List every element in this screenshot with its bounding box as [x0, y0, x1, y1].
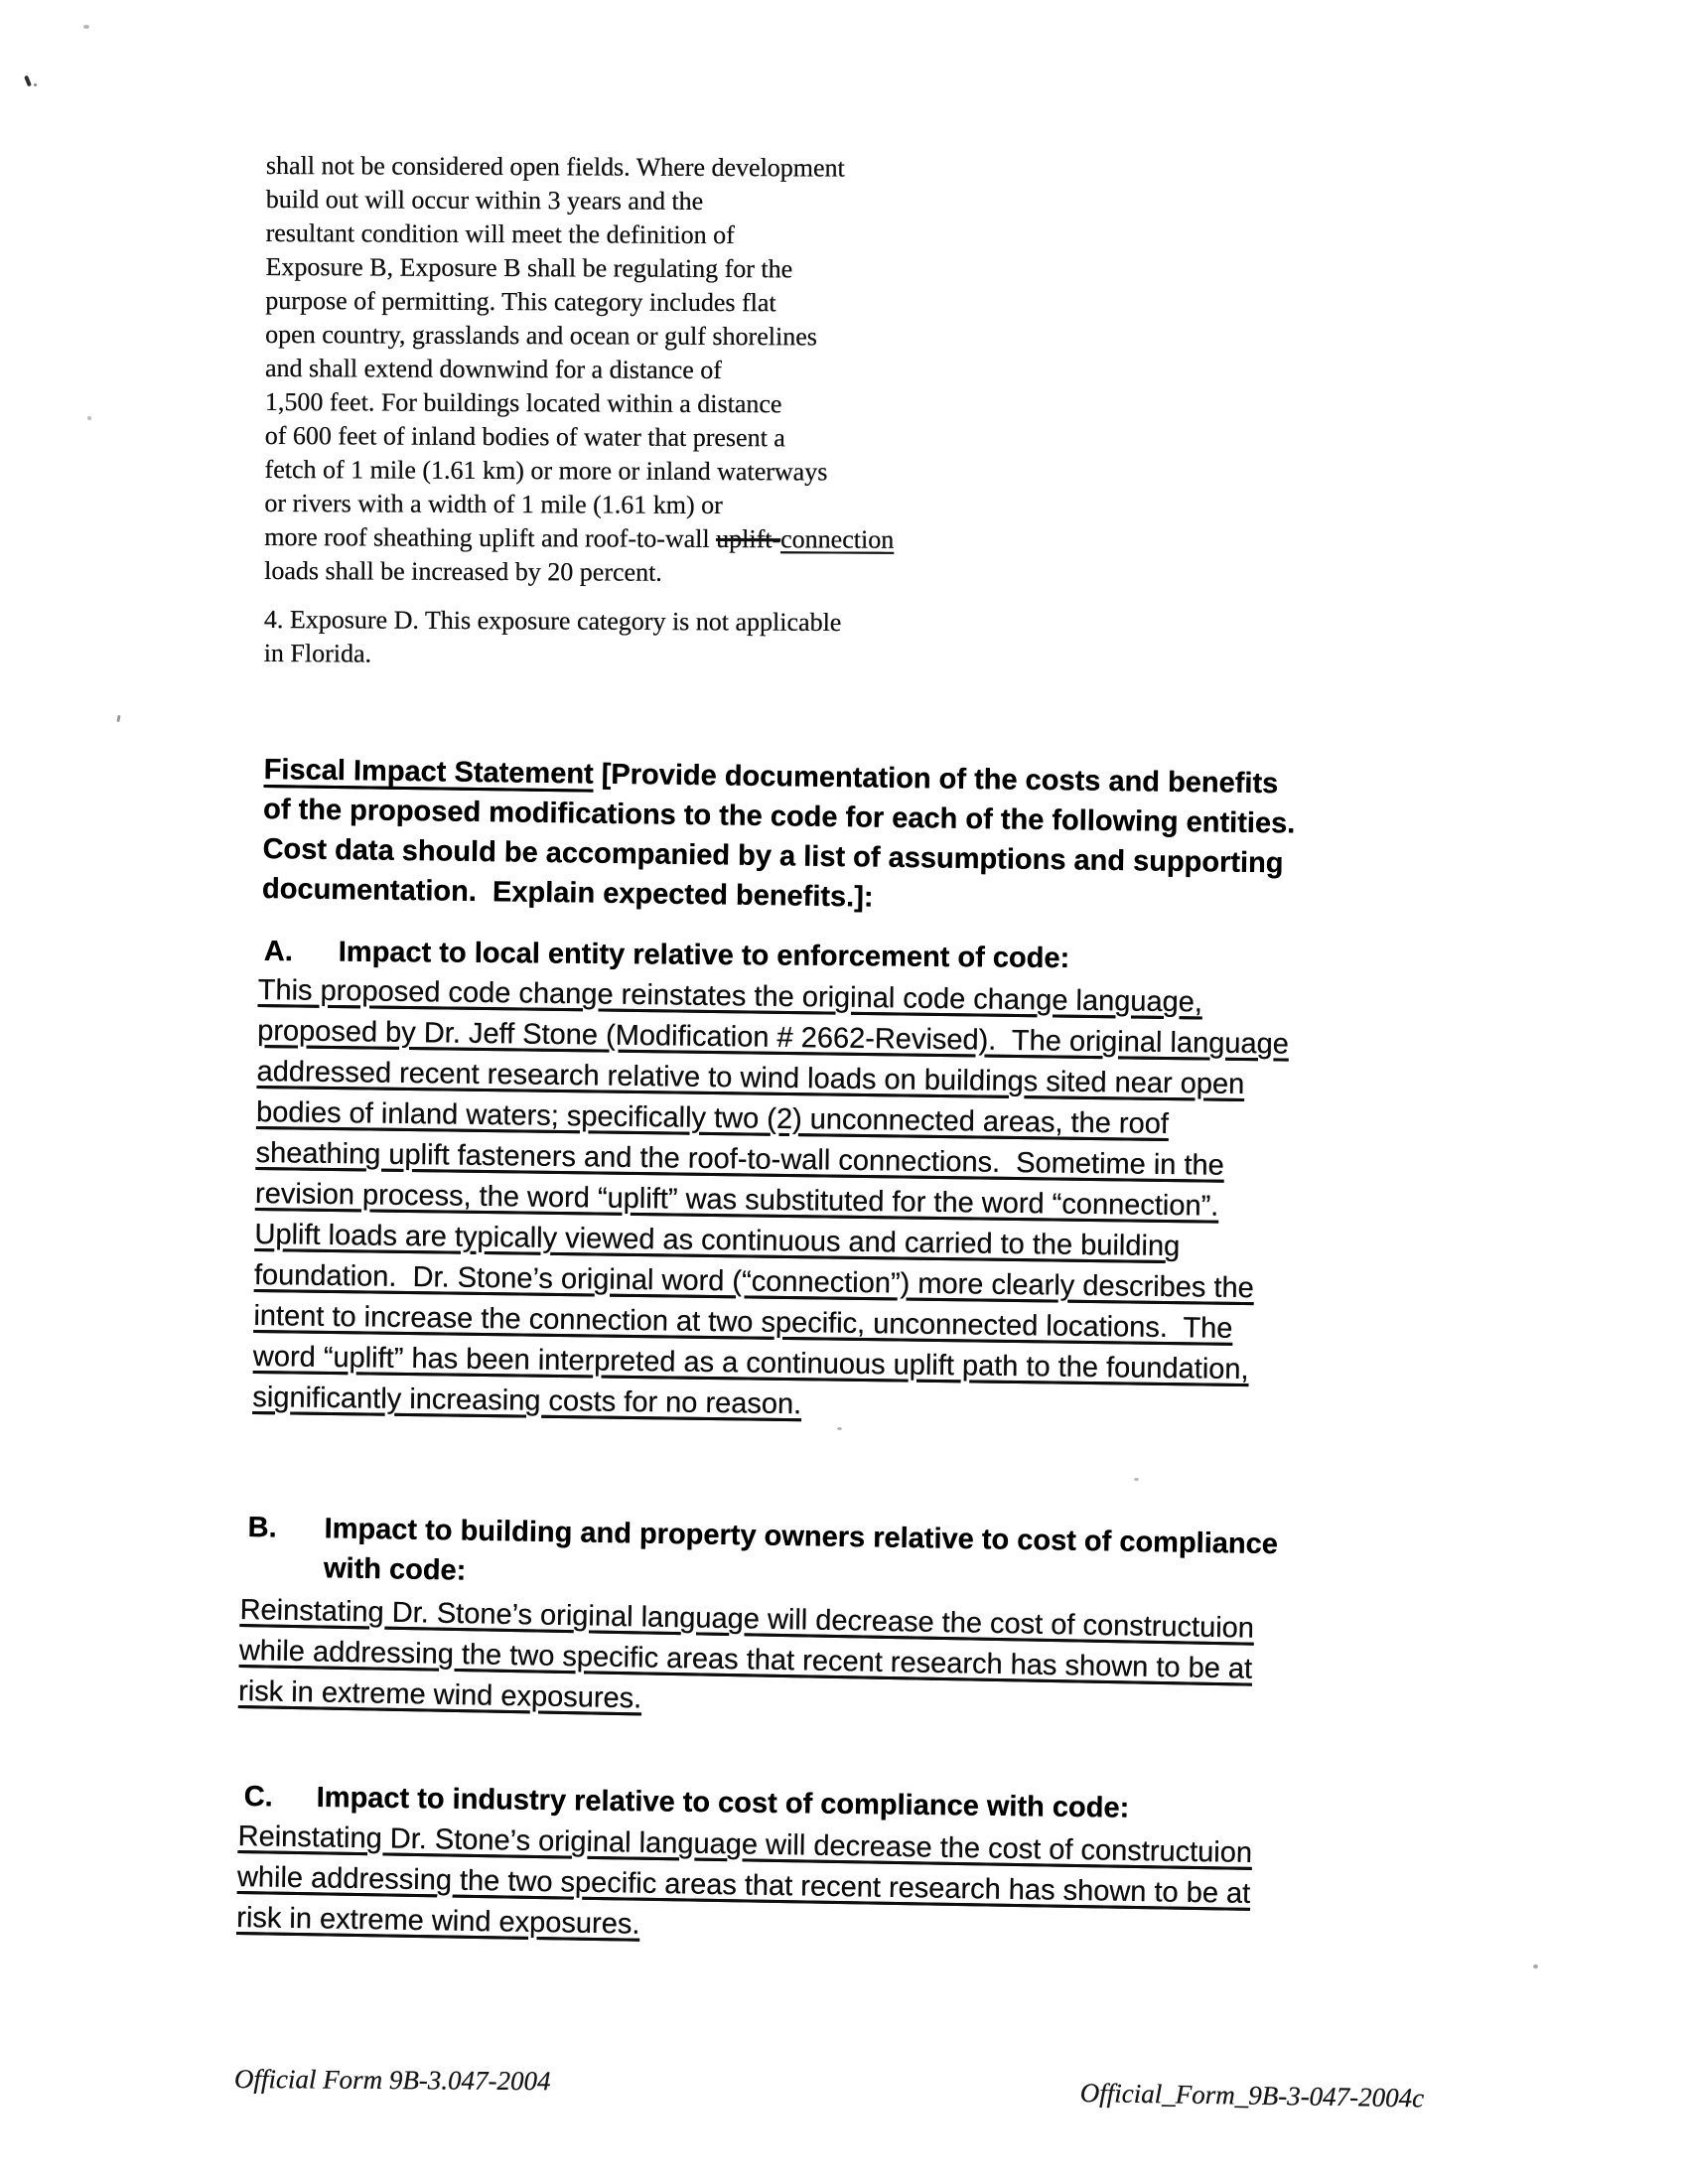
scan-artifact [116, 715, 120, 722]
scan-artifact [1134, 1478, 1139, 1481]
fiscal-heading-underlined-title: Fiscal Impact Statement [263, 753, 594, 791]
scan-artifact [83, 25, 89, 29]
edit-line-prefix: more roof sheathing uplift and roof-to-wall [264, 521, 717, 553]
code-excerpt-paragraph [264, 149, 1051, 591]
section-b-heading-text: Impact to building and property owners relative to cost of compliance with code: [323, 1513, 1279, 1587]
footer-form-number-left: Official Form 9B-3.047-2004 [233, 2064, 551, 2097]
footer-form-number-right: Official_Form_9B-3-047-2004c [1079, 2078, 1425, 2113]
scan-artifact [837, 1427, 842, 1430]
section-a-heading-text: Impact to local entity relative to enforcement of code: [338, 936, 1070, 975]
section-a-label: A. [263, 935, 293, 968]
section-b-label: B. [247, 1511, 277, 1544]
strikethrough-word: uplift- [716, 523, 781, 554]
fiscal-impact-statement-heading [262, 750, 1545, 927]
section-c-label: C. [243, 1780, 273, 1814]
fiscal-heading-line1-rest: [Provide documentation of the costs and benefits [593, 758, 1279, 801]
section-c-heading-text: Impact to industry relative to cost of compliance with code: [316, 1781, 1130, 1824]
scan-artifact [87, 416, 91, 420]
scan-artifact [24, 75, 32, 87]
code-excerpt-last-line: loads shall be increased by 20 percent. [264, 555, 662, 587]
code-excerpt-lines: shall not be considered open fields. Where development build out will occur within 3 years and the resultant condition will meet the definition of Exposure B, Exposure B shall be regulating for the purpose of permitting. This category includes flat open country, grasslands and ocean or gulf shorelines and shall extend downwind for a distance of 1,500 feet. For buildings located within a distance of 600 feet of inland bodies of water that present a fetch of 1 mile (1.61 km) or more or inland waterways or rivers with a width of 1 mile (1.61 km) or [264, 150, 845, 520]
fiscal-heading-rest-lines: of the proposed modifications to the code for each of the following entities. Cost data should be accompanied by a list of assumptions and supporting documentation. Explain expected benefits.]: [261, 793, 1296, 914]
section-a-body: This proposed code change reinstates the original code change language, proposed by Dr. Jeff Stone (Modification # 2662-Revised). The original language addressed recent research relative to wind loads on buildings sited near open bodies of inland waters; specifically two (2) unconnected areas, the roof sheathing uplift fasteners and the roof-to-wall connections. Sometime in the revision process, the word “uplift” was substituted for the word “connection”. Uplift loads are typically viewed as continuous and carried to the building foundation. Dr. Stone’s original word (“connection”) more clearly describes the intent to increase the connection at two specific, unconnected locations. The word “uplift” has been interpreted as a continuous uplift path to the foundation, significantly increasing costs for no reason. [252, 973, 1290, 1421]
scan-artifact [1533, 1965, 1538, 1968]
inserted-underlined-word: connection [780, 524, 895, 554]
exposure-d-paragraph: 4. Exposure D. This exposure category is not applicable in Florida. [263, 605, 842, 668]
section-c-body: Reinstating Dr. Stone’s original language will decrease the cost of constructuion while addressing the two specific areas that recent research has shown to be at risk in extreme wind exposures. [236, 1820, 1253, 1941]
scan-artifact [34, 83, 37, 86]
section-b-body: Reinstating Dr. Stone’s original language will decrease the cost of constructuion while addressing the two specific areas that recent research has shown to be at risk in extreme wind exposures. [237, 1593, 1255, 1715]
code-excerpt-edit-line [264, 520, 1049, 557]
